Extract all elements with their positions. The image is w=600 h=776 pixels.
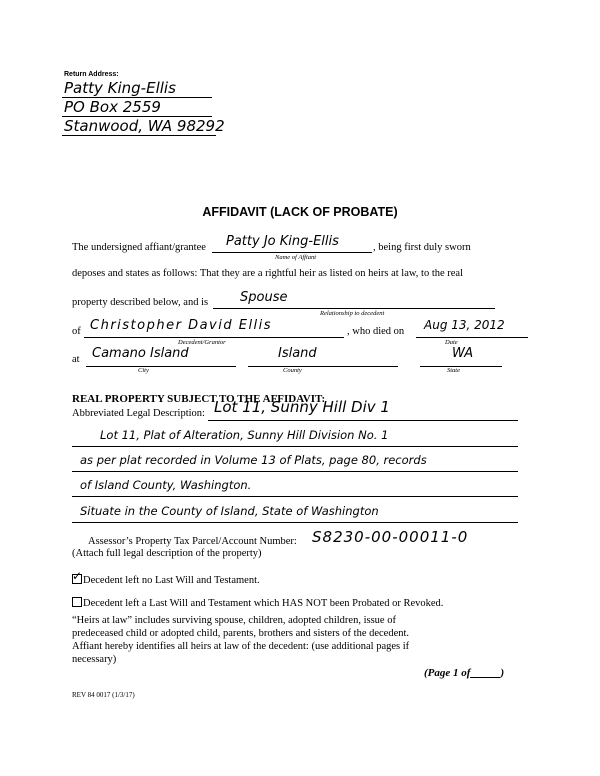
died-on-label: , who died on [347,326,405,337]
return-address-name: Patty King-Ellis [64,79,176,97]
heirs-paragraph-line: Affiant hereby identifies all heirs at law of the decedent: (use additional pages if [72,641,410,652]
decedent-prefix: of [72,326,81,337]
return-address-city: Stanwood, WA 98292 [64,117,225,135]
abbrev-legal-label: Abbreviated Legal Description: [72,408,205,419]
location-county: Island [278,346,317,361]
location-prefix: at [72,354,80,365]
form-number: REV 84 0017 (1/3/17) [72,691,135,699]
checkmark-icon: ✓ [72,569,83,583]
page-total-blank [470,667,500,678]
legal-description-line: Lot 11, Plat of Alteration, Sunny Hill Division No. 1 [100,428,389,442]
relationship-caption: Relationship to decedent [320,310,385,317]
affiant-suffix: , being first duly sworn [373,242,471,253]
legal-description-line: Situate in the County of Island, State of Washington [80,504,379,518]
heirs-paragraph-line: “Heirs at law” includes surviving spouse, children, adopted children, issue of [72,615,396,626]
affiant-name-caption: Name of Affiant [275,254,317,261]
page-label-suffix: ) [500,667,505,679]
parcel-label: Assessor’s Property Tax Parcel/Account Number: [88,536,297,547]
relationship-prefix: property described below, and is [72,297,209,308]
decedent-name-line [84,337,344,338]
abbrev-legal-line [208,420,518,421]
relationship-value: Spouse [240,290,288,305]
parcel-number: S8230-00-00011-0 [312,528,469,546]
will-not-probated-label: Decedent left a Last Will and Testament which HAS NOT been Probated or Revoked. [83,598,444,609]
death-date: Aug 13, 2012 [424,318,505,332]
no-will-option [72,569,260,586]
no-will-checkbox[interactable] [72,569,83,584]
decedent-name-caption: Decedent/Grantor [178,339,226,346]
affiant-name: Patty Jo King-Ellis [226,234,339,249]
attach-note: (Attach full legal description of the property) [72,548,262,559]
location-city: Camano Island [92,346,189,361]
location-county-caption: County [283,367,302,374]
document-title: AFFIDAVIT (LACK OF PROBATE) [202,205,398,219]
location-city-line [86,366,236,367]
no-will-label: Decedent left no Last Will and Testament. [83,575,260,586]
affiant-name-line [212,252,372,253]
death-date-caption: Date [445,339,458,346]
page-label [424,667,504,679]
legal-description-line: of Island County, Washington. [80,478,252,492]
legal-description-rule [72,471,518,472]
will-not-probated-checkbox[interactable] [72,597,82,607]
page-label-prefix: (Page 1 of [424,667,471,679]
location-county-line [248,366,398,367]
property-heading: REAL PROPERTY SUBJECT TO THE AFFIDAVIT: [72,393,326,405]
location-state-line [420,366,502,367]
location-city-caption: City [138,367,149,374]
will-not-probated-option [72,597,443,609]
relationship-line [213,308,495,309]
heirs-paragraph-line: necessary) [72,654,117,665]
return-address-po-box: PO Box 2559 [64,98,161,116]
legal-description-line: as per plat recorded in Volume 13 of Plats, page 80, records [80,453,427,467]
affiant-prefix: The undersigned affiant/grantee [72,242,206,253]
deposes-statement: deposes and states as follows: That they are a rightful heir as listed on heirs at law, to the real [72,268,464,279]
location-state-caption: State [447,367,460,374]
return-address-label: Return Address: [64,71,119,78]
death-date-line [416,337,528,338]
heirs-paragraph-line: predeceased child or adopted child, parents, brothers and sisters of the decedent. [72,628,410,639]
legal-description-rule [72,496,518,497]
return-address-line [62,135,216,136]
location-state: WA [452,346,474,361]
abbrev-legal-value: Lot 11, Sunny Hill Div 1 [214,398,390,416]
legal-description-rule [72,522,518,523]
legal-description-rule [72,446,518,447]
decedent-name: Christopher David Ellis [90,318,273,333]
